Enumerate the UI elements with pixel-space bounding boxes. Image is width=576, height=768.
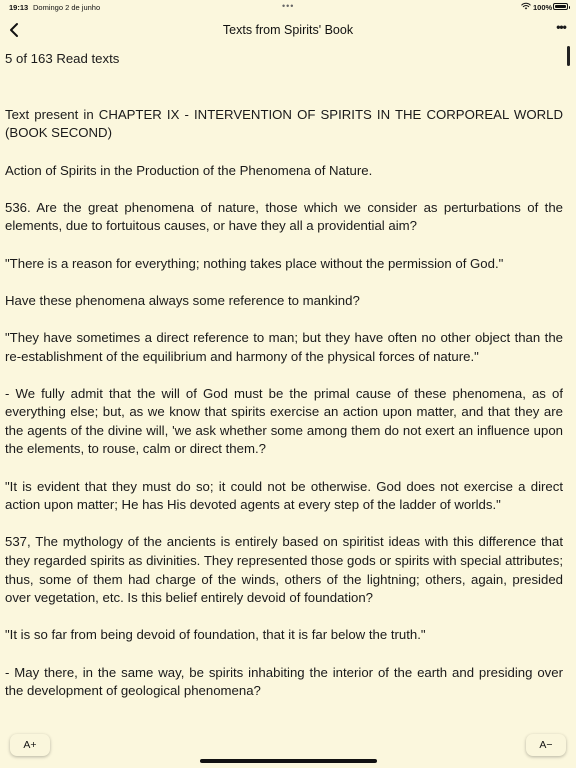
paragraph: "It is so far from being devoid of foundation, that it is far below the truth." (5, 627, 426, 643)
text-content[interactable] (5, 44, 563, 724)
battery-percentage: 100% (533, 3, 553, 12)
more-options-button[interactable]: ••• (556, 20, 566, 34)
status-time: 19:13 (9, 3, 29, 12)
paragraph: - May there, in the same way, be spirits inhabiting the interior of the earth and presiding over the development of geological phenomena? (5, 664, 563, 699)
decrease-font-button[interactable]: A− (526, 734, 566, 756)
navigation-bar (0, 16, 576, 44)
paragraph: "There is a reason for everything; nothing takes place without the permission of God." (5, 255, 504, 271)
home-indicator[interactable] (200, 759, 377, 763)
paragraph: Action of Spirits in the Production of the Phenomena of Nature. (5, 162, 373, 178)
paragraph: Text present in CHAPTER IX - INTERVENTION OF SPIRITS IN THE CORPOREAL WORLD (BOOK SECOND) (5, 106, 563, 141)
paragraph: - We fully admit that the will of God must be the primal cause of these phenomena, as of everything else; but, as we know that spirits exercise an action upon matter, and that they are the agents of the divine will, 'we ask whether some among them do not exert an influence upon the elements, to rouse, calm or direct them.? (5, 385, 563, 457)
read-count: 5 of 163 Read texts (5, 51, 120, 66)
scrollbar[interactable] (567, 46, 570, 66)
increase-font-button[interactable]: A+ (10, 734, 50, 756)
paragraph: "It is evident that they must do so; it could not be otherwise. God does not exercise a direct action upon matter; He has His devoted agents at every step of the ladder of worlds." (5, 478, 563, 513)
status-bar (0, 0, 576, 14)
paragraph: 537, The mythology of the ancients is entirely based on spiritist ideas with this difference that they regarded spirits as divinities. They represented those gods or spirits with special attributes; thus, some of them had charge of the winds, others of the lightning; others, again, presided over vegetation, etc. Is this belief entirely devoid of foundation? (5, 534, 563, 606)
page-title: Texts from Spirits' Book (222, 23, 354, 37)
wifi-icon (521, 2, 531, 11)
status-date: Domingo 2 de junho (33, 3, 101, 12)
multitasking-dots[interactable]: ••• (282, 1, 295, 11)
paragraph: 536. Are the great phenomena of nature, those which we consider as perturbations of the elements, due to fortuitous causes, or have they all a providential aim? (5, 199, 563, 234)
paragraph: Have these phenomena always some reference to mankind? (5, 292, 360, 308)
paragraph: "They have sometimes a direct reference to man; but they have often no other object than the re-establishment of the equilibrium and harmony of the physical forces of nature." (5, 329, 563, 364)
battery-icon (553, 3, 568, 10)
